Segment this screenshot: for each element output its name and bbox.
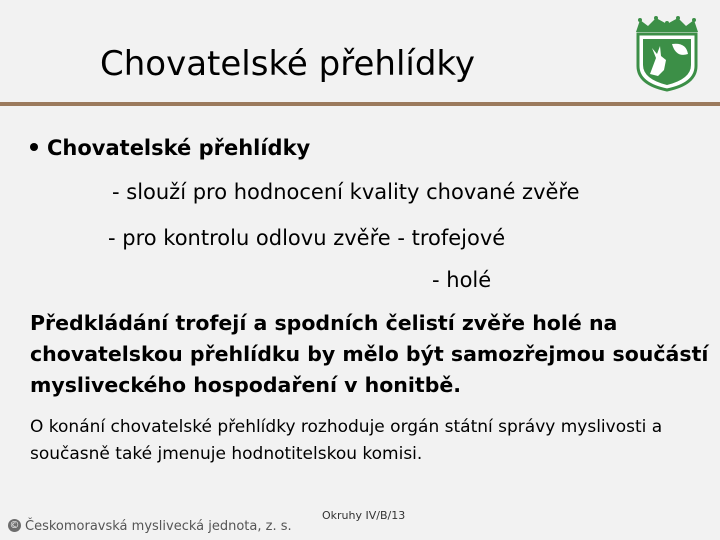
title-divider xyxy=(0,102,720,106)
sub-line-2: - pro kontrolu odlovu zvěře - trofejové xyxy=(108,226,506,250)
copyright-icon: © xyxy=(9,520,20,531)
cmmj-emblem-icon xyxy=(630,14,704,92)
organization-name: Českomoravská myslivecká jednota, z. s. xyxy=(25,519,292,534)
bullet-text: Chovatelské přehlídky xyxy=(47,136,311,160)
slide-reference: Okruhy IV/B/13 xyxy=(322,509,406,522)
bold-paragraph: Předkládání trofejí a spodních čelistí zvěře holé na chovatelskou přehlídku by mělo být samozřejmou součástí mysliveckého hospodaření v honitbě. xyxy=(30,311,709,397)
bullet-item xyxy=(30,136,310,160)
slide-title: Chovatelské přehlídky xyxy=(100,44,476,84)
normal-paragraph: O konání chovatelské přehlídky rozhoduje orgán státní správy myslivosti a současně také jmenuje hodnotitelskou komisi. xyxy=(30,417,663,464)
footer-organization xyxy=(8,519,292,534)
bullet-dot-icon xyxy=(30,143,38,151)
sub-line-1: - slouží pro hodnocení kvality chované zvěře xyxy=(112,180,580,204)
sub-line-3: - holé xyxy=(432,268,492,292)
